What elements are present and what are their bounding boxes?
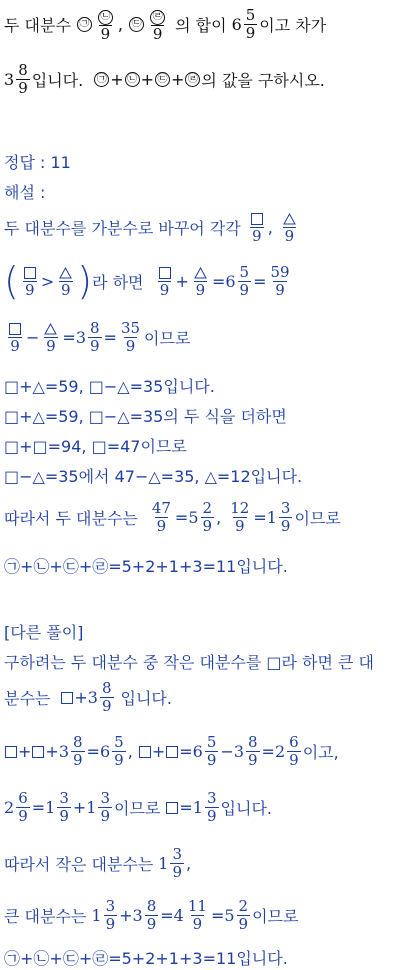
explanation-label: 해설 : [4, 183, 46, 202]
explanation-line-2: ( 9 > 9 ) 라 하면 9 + 9 = 6 $\frac{5}{9}$ = $\frac{59}{9}$ [4, 259, 290, 303]
problem-line-2: 3 $\frac{8}{9}$ 입니다. ㉠ + ㉡ + ㉢ + ㉣ 의 값을 구하시오. [4, 61, 325, 97]
problem-text: 이고 차가 [259, 15, 327, 35]
alt-line-4: 2 $\frac{6}{9}$ = 1 $\frac{3}{9}$ + 1 $\frac{3}{9}$ 이므로 = 1 $\frac{3}{9}$ 입니다. [4, 789, 272, 825]
alt-line-6: 큰 대분수는 1 $\frac{3}{9}$ + 3 $\frac{8}{9}$ = 4 $\frac{11}{9}$ = 5 $\frac{2}{9}$ 이므로 [4, 897, 299, 933]
problem-text: 의 값을 구하시오. [201, 71, 325, 90]
problem-text: 의 합이 [175, 15, 227, 35]
explanation-line-9: 따라서 두 대분수는 $\frac{47}{9}$ = 5 $\frac{2}{9}$ , $\frac{12}{9}$ = 1 $\frac{3}{9}$ 이므로 [4, 499, 341, 535]
alt-line-5: 따라서 작은 대분수는 1 $\frac{3}{9}$ , [4, 845, 192, 881]
explanation-line-10: ㉠+㉡+㉢+㉣=5+2+1+3=11입니다. [4, 557, 288, 576]
alt-label: [다른 풀이] [4, 623, 84, 642]
circled-letter: ㉣ [150, 10, 165, 25]
problem-text: 입니다. [31, 71, 84, 90]
alt-line-3: + + 3 $\frac{8}{9}$ = 6 $\frac{5}{9}$ , + = 6 $\frac{5}{9}$ − 3 $\frac{8}{9}$ = 2 $\frac{6}{9}$ 이고, [4, 734, 339, 769]
problem-line-1: 두 대분수 ㉠ $\frac{㉡}{9}$ , ㉢ $\frac{㉣}{9}$ 의 합이 6 $\frac{5}{9}$ 이고 차가 [4, 5, 327, 43]
circled-letter: ㉡ [98, 10, 113, 25]
fraction: $\frac{5}{9}$ [245, 5, 256, 42]
circled-letter: ㉢ [129, 17, 144, 32]
problem-text: 두 대분수 [4, 15, 71, 35]
alt-line-7: ㉠+㉡+㉢+㉣=5+2+1+3=11입니다. [4, 949, 288, 968]
explanation-line-8: □−△=35에서 47−△=35, △=12입니다. [4, 467, 303, 486]
answer-label: 정답 : 11 [4, 153, 71, 172]
explanation-line-1: 두 대분수를 가분수로 바꾸어 각각 9 , 9 [4, 210, 301, 245]
explanation-line-6: □+△=59, □−△=35의 두 식을 더하면 [4, 407, 287, 426]
explanation-line-5: □+△=59, □−△=35입니다. [4, 377, 215, 396]
alt-line-2: 분수는 + 3 $\frac{8}{9}$ 입니다. [4, 679, 172, 715]
circled-letter: ㉠ [77, 17, 92, 32]
fraction: $\frac{㉣}{9}$ [147, 6, 168, 43]
alt-line-1: 구하려는 두 대분수 중 작은 대분수를 □라 하면 큰 대 [4, 653, 375, 672]
explanation-line-3: 9 − 9 = 3 $\frac{8}{9}$ = $\frac{35}{9}$ 이므로 [10, 319, 191, 355]
fraction: $\frac{㉡}{9}$ [95, 6, 116, 43]
explanation-line-7: □+□=94, □=47이므로 [4, 437, 187, 456]
fraction: $\frac{8}{9}$ [18, 61, 28, 97]
